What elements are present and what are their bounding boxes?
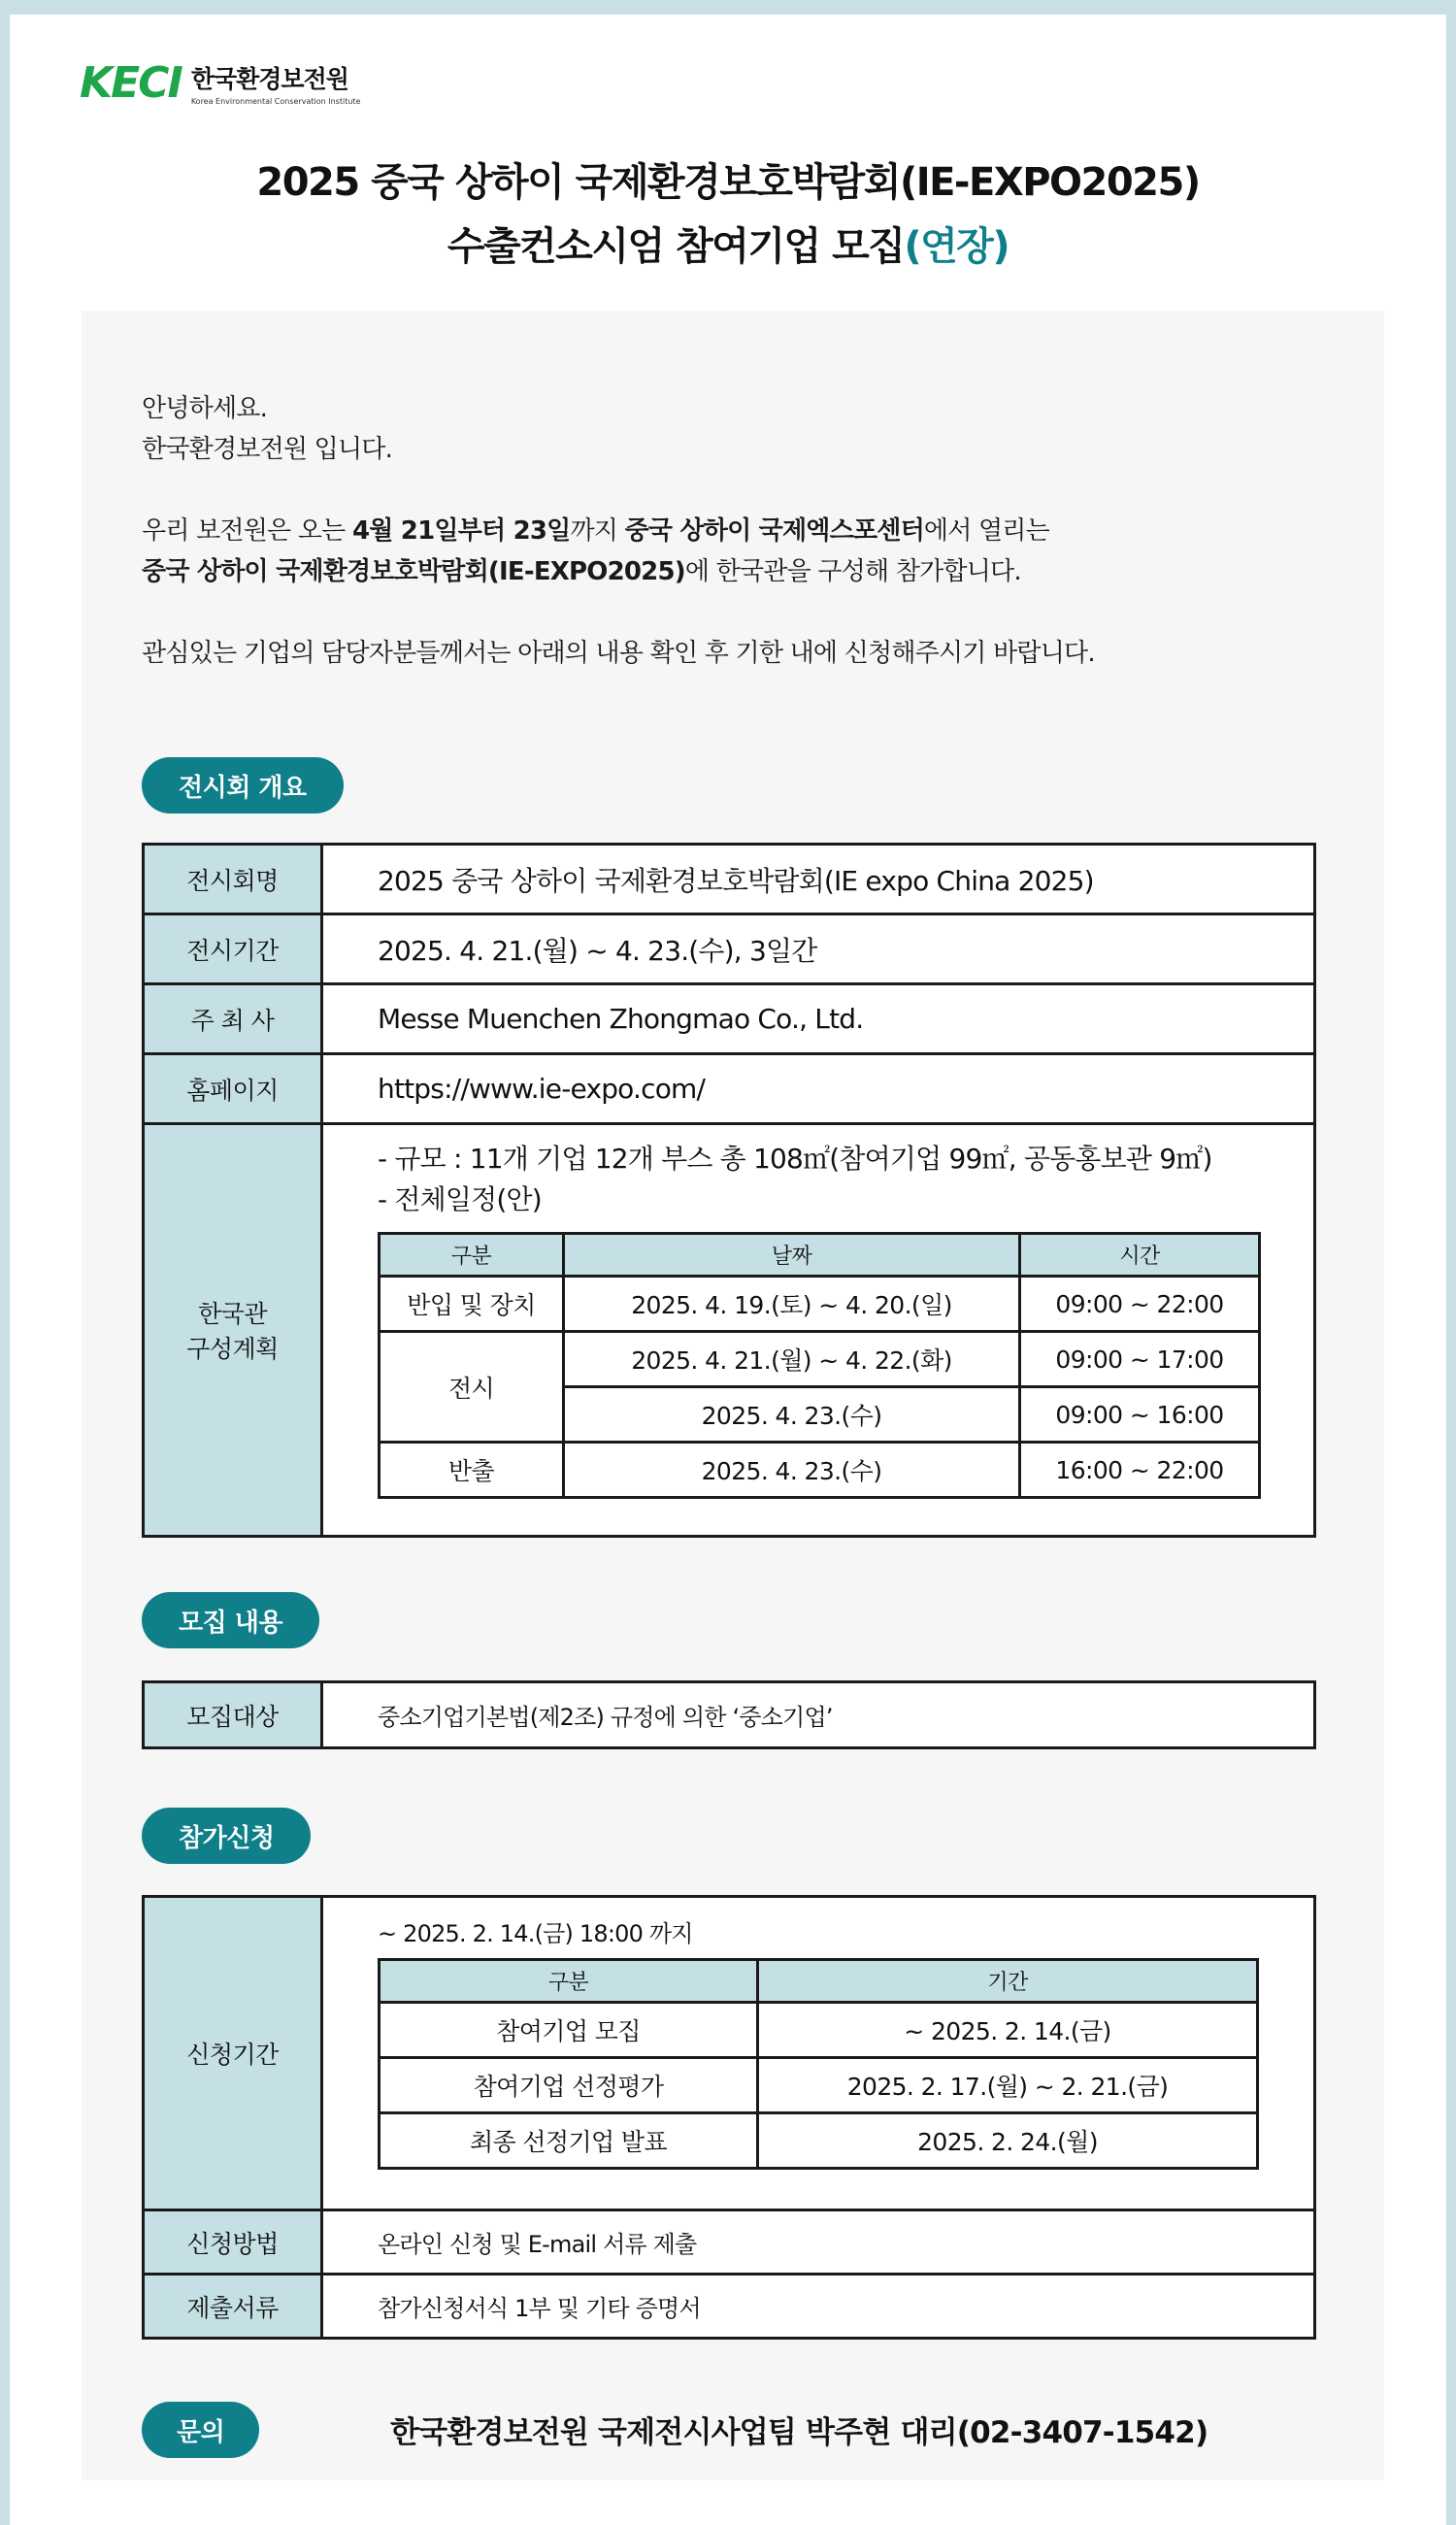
- table-row: 참여기업 선정평가 2025. 2. 17.(월) ~ 2. 21.(금): [380, 2058, 1258, 2113]
- table-row: 2025. 4. 23.(수) 09:00 ~ 16:00: [380, 1387, 1260, 1443]
- row-label: 한국관 구성계획: [144, 1124, 322, 1537]
- contact-info: 한국환경보전원 국제전시사업팀 박주현 대리(02-3407-1542): [390, 2415, 1208, 2450]
- recruitment-table: [142, 1680, 1316, 1749]
- intro-paragraph-2: 중국 상하이 국제환경보호박람회(IE-EXPO2025)에 한국관을 구성해 참가합니다.: [142, 557, 1021, 586]
- table-row: [144, 845, 1315, 914]
- row-label: 신청기간: [144, 1897, 322, 2210]
- table-row: [144, 2275, 1315, 2339]
- keci-logo: [80, 53, 360, 112]
- greeting-line-2: 한국환경보전원 입니다.: [142, 435, 393, 464]
- row-label: 주 최 사: [144, 984, 322, 1054]
- plan-scale: - 규모 : 11개 기업 12개 부스 총 108㎡(참여기업 99㎡, 공동홍보관 9㎡): [378, 1143, 1212, 1175]
- table-row: [144, 2210, 1315, 2275]
- table-row: 반출 2025. 4. 23.(수) 16:00 ~ 22:00: [380, 1443, 1260, 1498]
- table-row: 전시 2025. 4. 21.(월) ~ 4. 22.(화) 09:00 ~ 17:00: [380, 1332, 1260, 1387]
- notice-sheet: [10, 15, 1446, 2525]
- intro-paragraph-1: 우리 보전원은 오는 4월 21일부터 23일까지 중국 상하이 국제엑스포센터에서 열리는: [142, 516, 1049, 546]
- row-value: 2025. 4. 21.(월) ~ 4. 23.(수), 3일간: [322, 914, 1315, 984]
- section-pill-application: 참가신청: [142, 1808, 311, 1864]
- title-line-1: 2025 중국 상하이 국제환경보호박람회(IE-EXPO2025): [256, 160, 1200, 205]
- homepage-link[interactable]: https://www.ie-expo.com/: [322, 1054, 1315, 1124]
- table-row: [144, 914, 1315, 984]
- table-row: [144, 1054, 1315, 1124]
- row-label: 제출서류: [144, 2275, 322, 2339]
- table-row: [144, 1124, 1315, 1537]
- table-row: 최종 선정기업 발표 2025. 2. 24.(월): [380, 2113, 1258, 2169]
- title-line-2: 수출컨소시엄 참여기업 모집: [447, 224, 905, 269]
- content-panel: [82, 311, 1384, 2480]
- row-value: 2025 중국 상하이 국제환경보호박람회(IE expo China 2025): [322, 845, 1315, 914]
- section-pill-contact: 문의: [142, 2402, 259, 2458]
- row-label: 모집대상: [144, 1682, 322, 1748]
- column-header: 기간: [758, 1960, 1258, 2003]
- row-value: Messe Muenchen Zhongmao Co., Ltd.: [322, 984, 1315, 1054]
- row-label: 홈페이지: [144, 1054, 322, 1124]
- page-title: [10, 150, 1446, 279]
- plan-cell: [322, 1124, 1315, 1537]
- intro-text: [142, 388, 1095, 674]
- row-value: 온라인 신청 및 E-mail 서류 제출: [322, 2210, 1315, 2275]
- logo-mark: KECI: [80, 57, 182, 108]
- intro-paragraph-3: 관심있는 기업의 담당자분들께서는 아래의 내용 확인 후 기한 내에 신청해주시기 바랍니다.: [142, 639, 1095, 668]
- column-header: 시간: [1020, 1234, 1260, 1277]
- row-value: 중소기업기본법(제2조) 규정에 의한 ‘중소기업’: [322, 1682, 1315, 1748]
- period-table: [378, 1958, 1259, 2170]
- logo-name-ko: 한국환경보전원: [190, 64, 348, 93]
- section-pill-overview: 전시회 개요: [142, 757, 344, 814]
- row-label: 신청방법: [144, 2210, 322, 2275]
- plan-schedule-heading: - 전체일정(안): [378, 1183, 542, 1215]
- table-row: [144, 984, 1315, 1054]
- table-row: [144, 1897, 1315, 2210]
- row-label: 전시회명: [144, 845, 322, 914]
- logo-name-en: Korea Environmental Conservation Institute: [190, 96, 361, 106]
- section-pill-recruitment: 모집 내용: [142, 1592, 319, 1648]
- column-header: 구분: [380, 1960, 758, 2003]
- period-cell: [322, 1897, 1315, 2210]
- row-value: 참가신청서식 1부 및 기타 증명서: [322, 2275, 1315, 2339]
- application-table: [142, 1895, 1316, 2340]
- table-row: [144, 1682, 1315, 1748]
- schedule-table: [378, 1232, 1261, 1499]
- title-extension-badge: (연장): [904, 224, 1009, 269]
- column-header: 구분: [380, 1234, 564, 1277]
- period-deadline: ~ 2025. 2. 14.(금) 18:00 까지: [378, 1920, 693, 1947]
- overview-table: [142, 843, 1316, 1538]
- table-row: 참여기업 모집 ~ 2025. 2. 14.(금): [380, 2003, 1258, 2058]
- greeting-line-1: 안녕하세요.: [142, 394, 268, 423]
- column-header: 날짜: [564, 1234, 1020, 1277]
- table-row: 반입 및 장치 2025. 4. 19.(토) ~ 4. 20.(일) 09:00 ~ 22:00: [380, 1277, 1260, 1332]
- row-label: 전시기간: [144, 914, 322, 984]
